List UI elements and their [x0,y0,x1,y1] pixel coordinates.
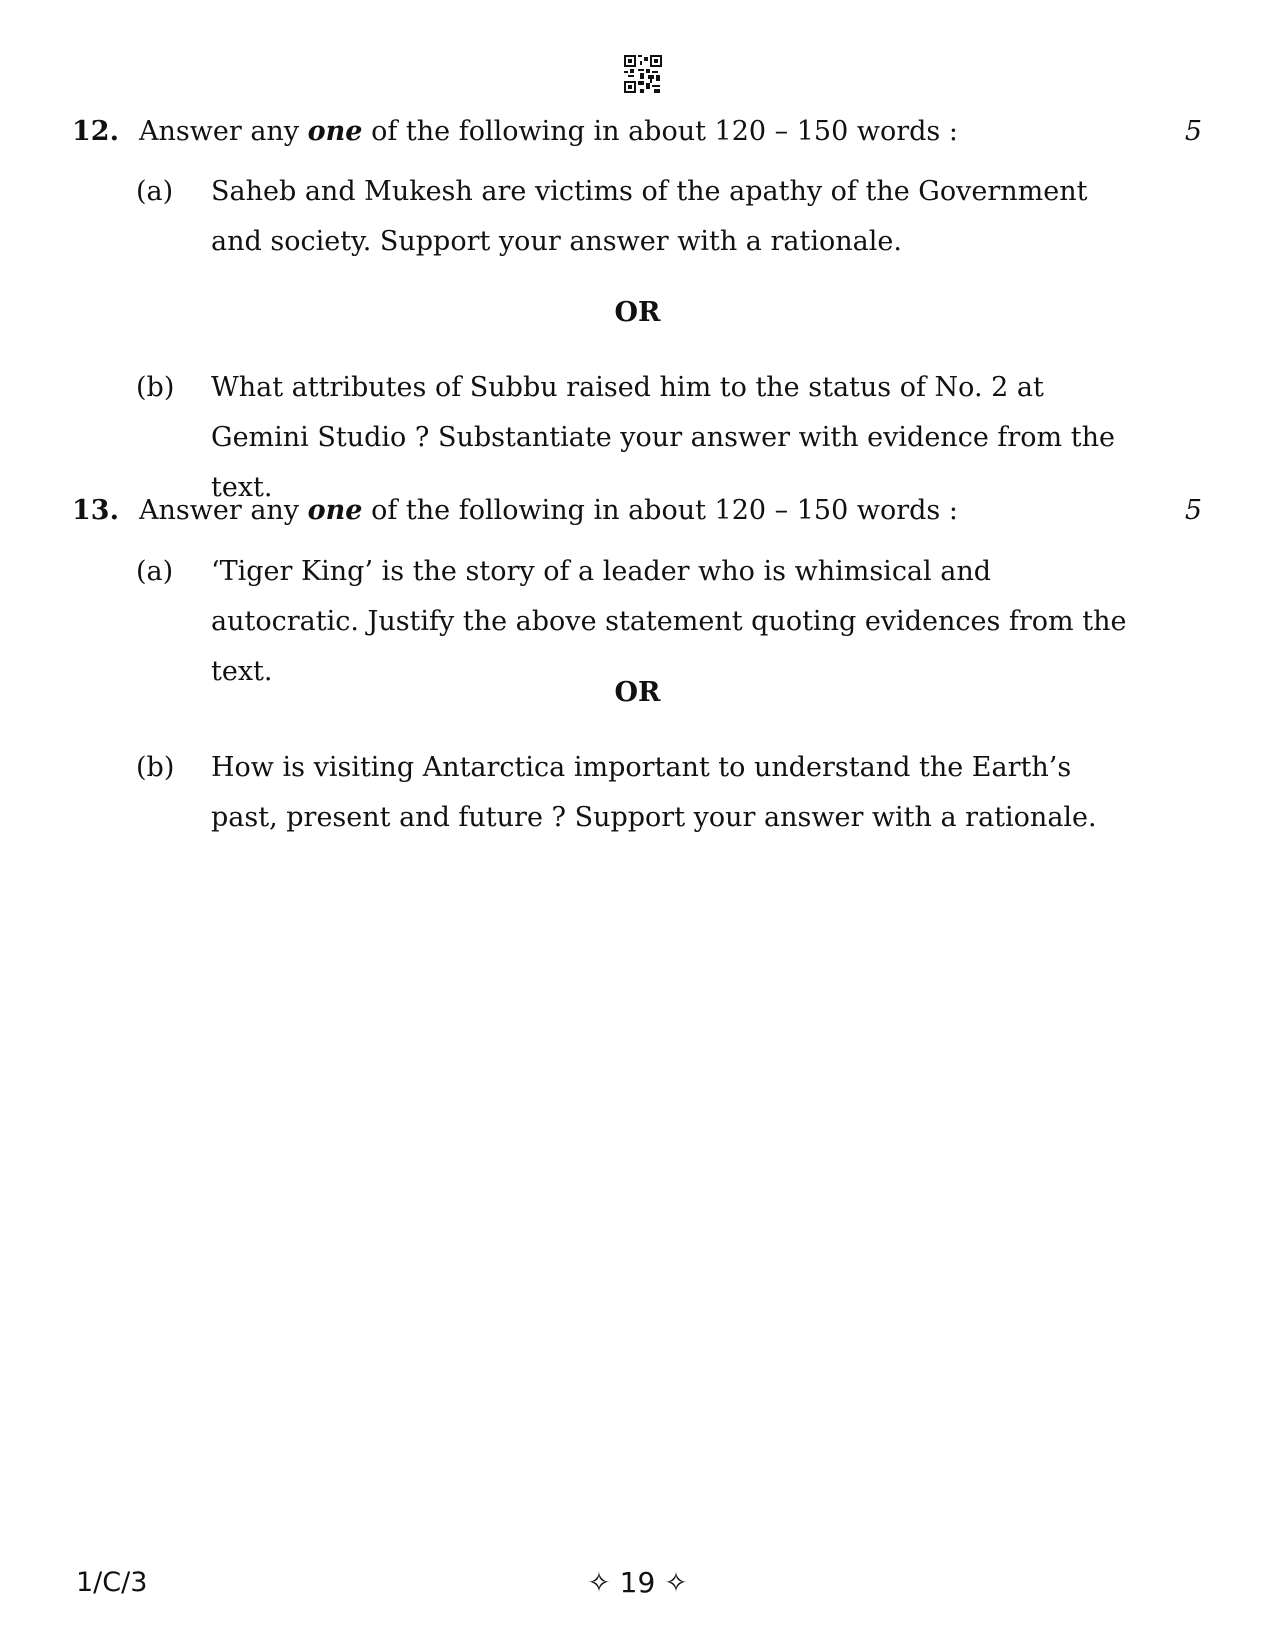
emphasis-one: one [307,495,363,526]
or-separator: OR [614,297,661,328]
option-text: How is visiting Antarctica important to understand the Earth’s past, present and future ? Support your answer with a rationale. [211,752,1097,833]
or-separator: OR [614,677,661,708]
ornament-icon: ✧ [587,1566,611,1599]
emphasis-one: one [307,116,363,147]
question-stem: Answer any one of the following in about 120 – 150 words : [139,495,958,526]
option-text: Saheb and Mukesh are victims of the apathy of the Government and society. Support your answer with a rationale. [211,176,1088,257]
page-number-value: 19 [619,1566,656,1599]
option-label: (b) [136,372,175,403]
option-text: ‘Tiger King’ is the story of a leader who is whimsical and autocratic. Justify the above statement quoting evidences from the text. [211,556,1127,687]
question-number: 13. [72,495,119,526]
ornament-icon: ✧ [664,1566,688,1599]
page-number [0,1566,1275,1599]
option-text: What attributes of Subbu raised him to the status of No. 2 at Gemini Studio ? Substantiate your answer with evidence from the text. [211,372,1115,503]
option-label: (a) [136,556,174,587]
paper-code: 1/C/3 [76,1567,148,1598]
option-label: (a) [136,176,174,207]
question-number: 12. [72,116,119,147]
option-label: (b) [136,752,175,783]
question-marks: 5 [1184,116,1202,147]
question-stem: Answer any one of the following in about 120 – 150 words : [139,116,958,147]
question-marks: 5 [1184,495,1202,526]
qr-code-icon [624,55,662,93]
